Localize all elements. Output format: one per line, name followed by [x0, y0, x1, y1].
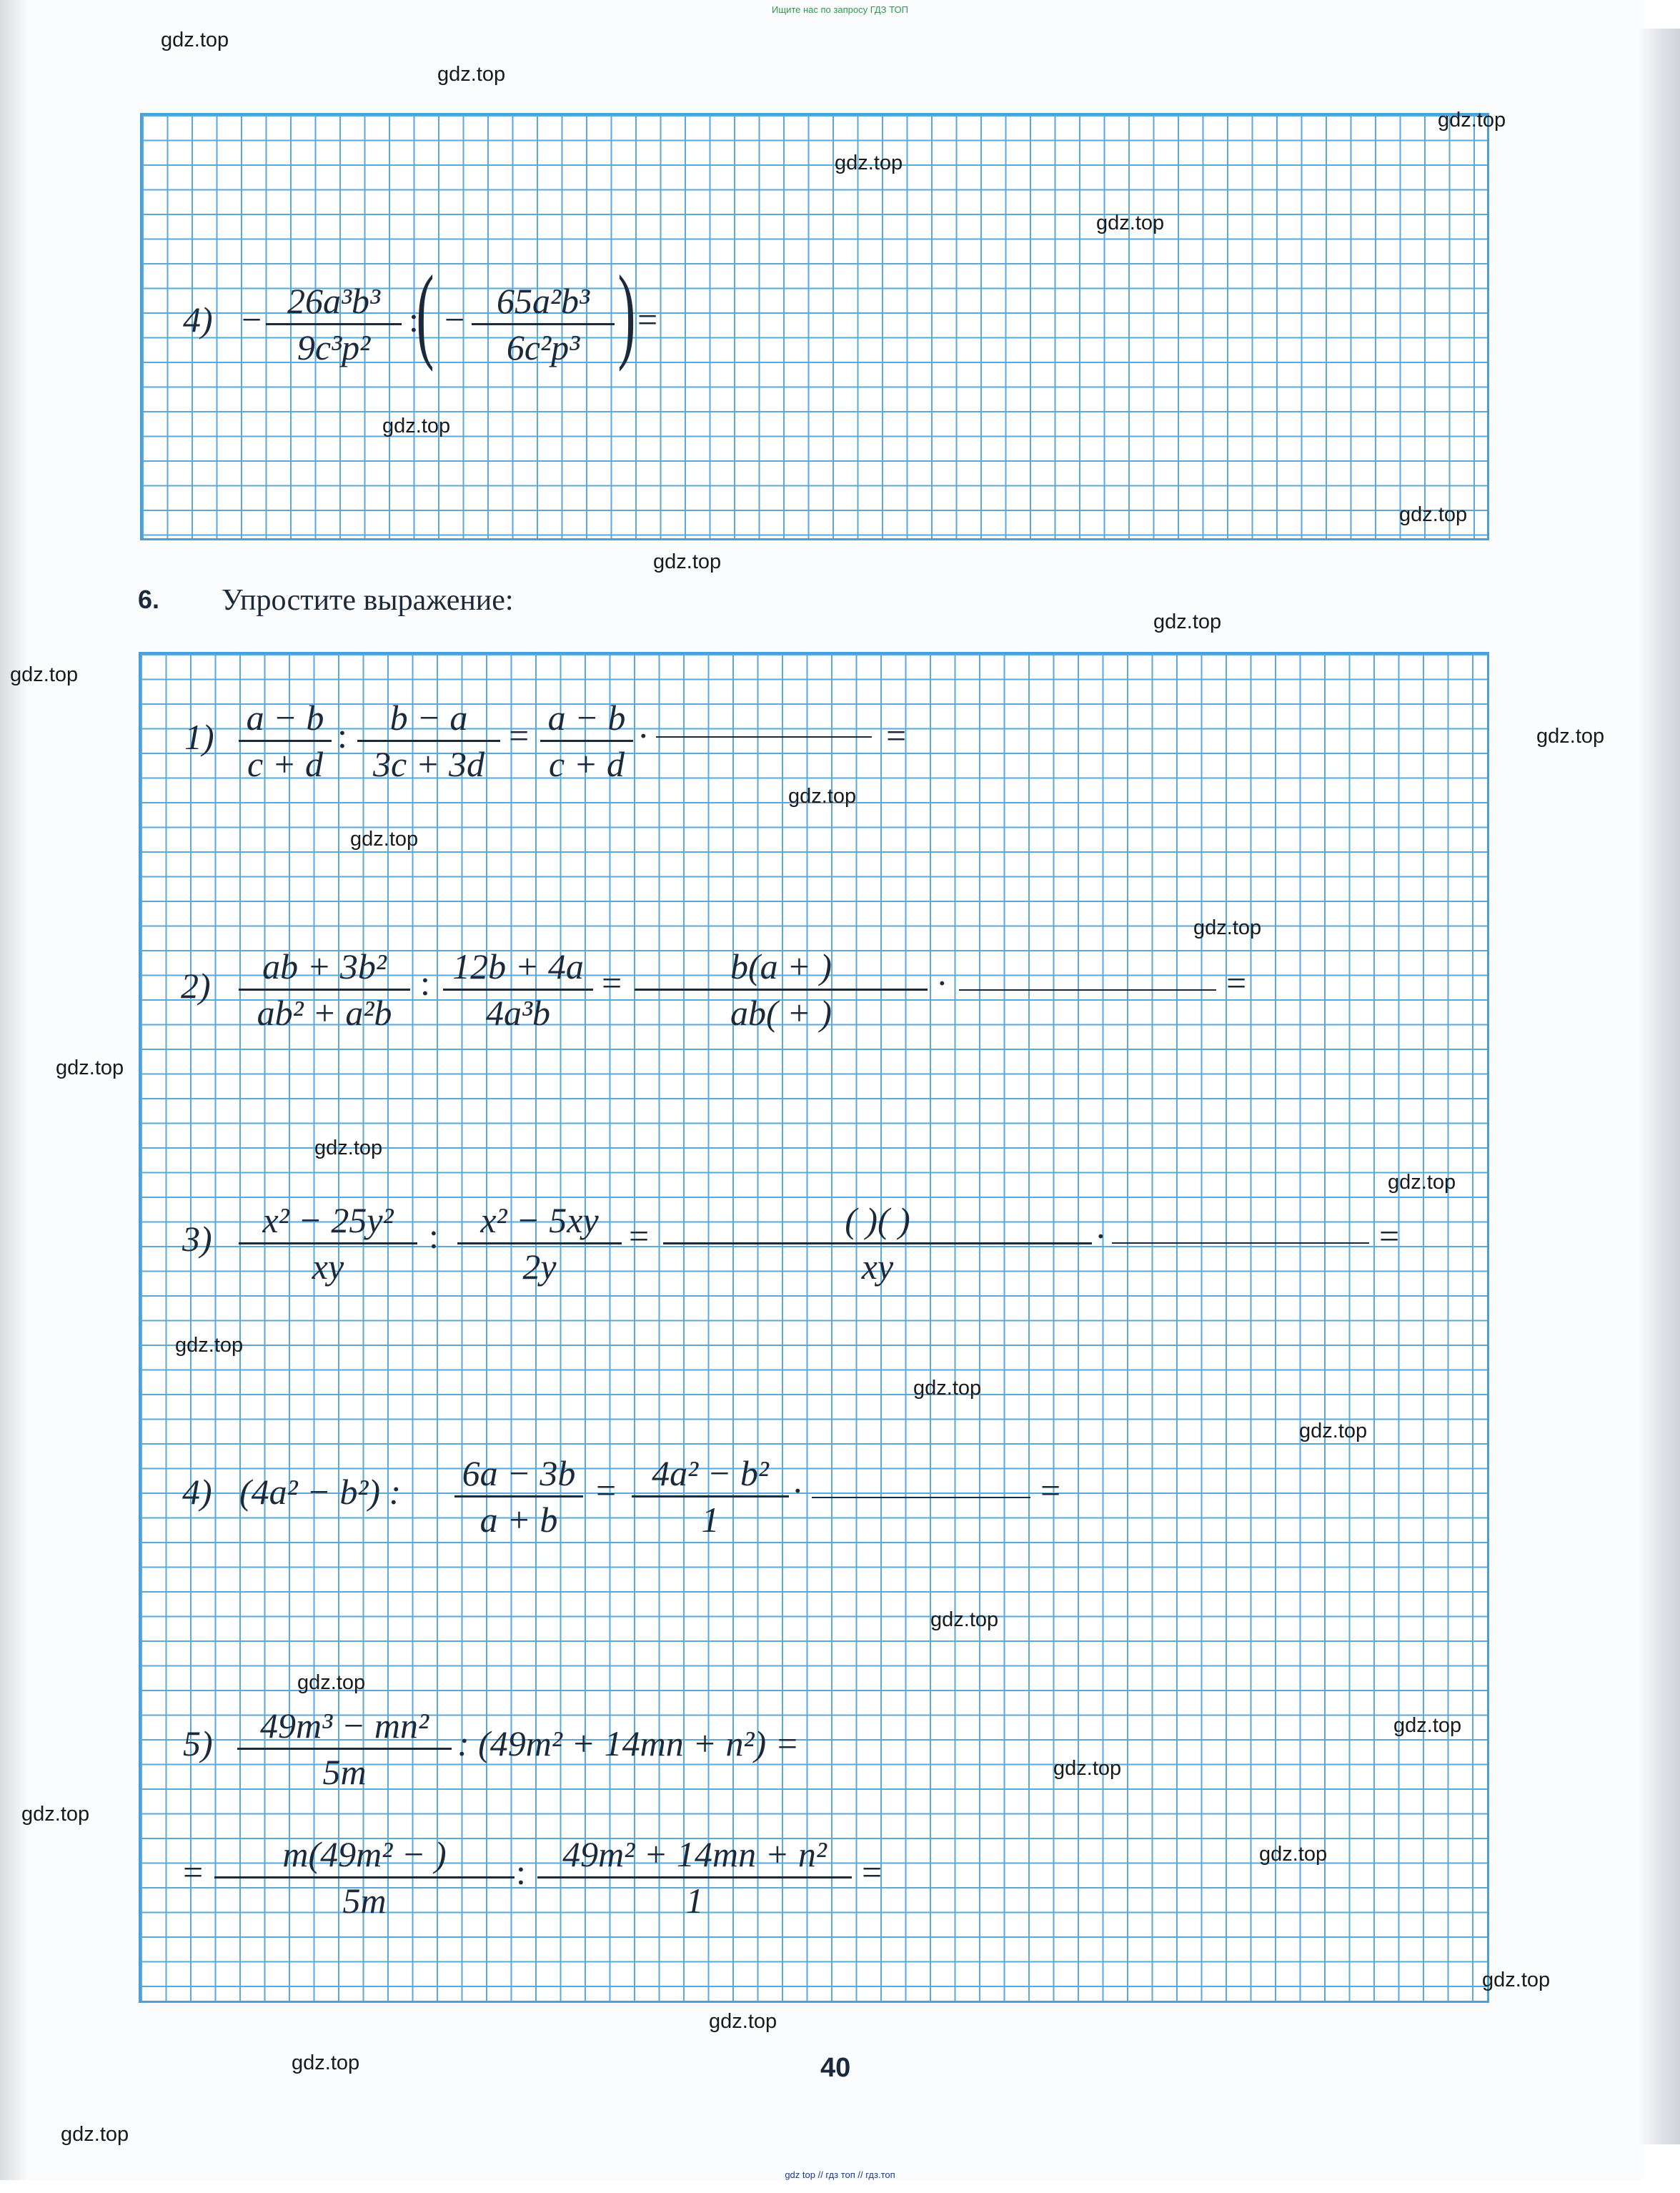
- denominator: c + d: [247, 744, 323, 784]
- fraction-bar: [635, 989, 928, 991]
- numerator: 26a³b³: [287, 281, 380, 321]
- denominator: xy: [861, 1247, 894, 1287]
- dot: ·: [637, 716, 650, 756]
- colon: :: [429, 1216, 439, 1256]
- task-instruction: Упростите выражение:: [222, 584, 514, 617]
- lhs-expression: (4a² − b²) :: [239, 1472, 402, 1512]
- fraction-2: [357, 697, 500, 785]
- watermark: gdz.top: [161, 29, 229, 51]
- fraction-bar: [443, 989, 593, 991]
- page-number: 40: [820, 2053, 851, 2083]
- fraction-bar: [237, 1748, 452, 1750]
- fraction-bar: [239, 989, 410, 991]
- watermark: gdz.top: [1388, 1171, 1456, 1194]
- colon: :: [409, 300, 419, 340]
- watermark: gdz.top: [437, 63, 506, 86]
- numerator: a − b: [246, 698, 324, 738]
- colon: :: [337, 716, 347, 756]
- numerator: ab + 3b²: [262, 946, 387, 986]
- watermark: gdz.top: [788, 785, 857, 808]
- watermark: gdz.top: [930, 1608, 999, 1631]
- answer-blank[interactable]: [812, 1497, 1030, 1498]
- task-number: 6.: [138, 585, 160, 614]
- watermark: gdz.top: [1299, 1420, 1368, 1442]
- fraction-bar: [537, 1876, 852, 1878]
- watermark: gdz.top: [175, 1334, 244, 1357]
- fraction-3: [214, 1833, 515, 1921]
- denominator: 1: [701, 1500, 720, 1540]
- minus-sign: −: [242, 300, 262, 340]
- fraction-1: [266, 280, 402, 368]
- numerator: 49m³ − mn²: [260, 1706, 429, 1746]
- fraction-3: [635, 946, 928, 1034]
- equals-sign: =: [602, 963, 622, 1003]
- left-paren: (: [416, 254, 434, 372]
- denominator: 3c + 3d: [373, 744, 484, 784]
- item-label: 5): [183, 1723, 213, 1763]
- numerator: x² − 25y²: [262, 1200, 394, 1240]
- watermark: gdz.top: [1482, 1969, 1551, 1991]
- watermark: gdz.top: [1193, 916, 1262, 939]
- equals-sign: =: [637, 300, 658, 340]
- answer-blank[interactable]: [656, 736, 872, 738]
- denominator: ab( + ): [730, 993, 832, 1033]
- watermark: gdz.top: [709, 2010, 777, 2033]
- watermark: gdz.top: [913, 1377, 982, 1400]
- item-label: 1): [184, 717, 214, 757]
- dot: ·: [792, 1470, 804, 1510]
- item-label: 2): [181, 966, 211, 1006]
- equals-sign: =: [183, 1852, 204, 1892]
- denominator: ab² + a²b: [257, 993, 392, 1033]
- watermark: gdz.top: [314, 1137, 383, 1159]
- fraction-1: [237, 1705, 452, 1793]
- numerator: 12b + 4a: [452, 946, 584, 986]
- fraction-bar: [472, 323, 615, 325]
- equals-sign-2: =: [1226, 963, 1247, 1003]
- denominator: 6c²p³: [506, 327, 580, 367]
- item-label: 4): [183, 300, 213, 340]
- numerator: 4a² − b²: [652, 1453, 769, 1493]
- fraction-bar: [266, 323, 402, 325]
- fraction-1: [239, 1199, 417, 1287]
- fraction-bar: [239, 1242, 417, 1244]
- fraction-bar: [540, 740, 633, 742]
- watermark: gdz.top: [56, 1056, 124, 1079]
- header-note: Ищите нас по запросу ГДЗ ТОП: [772, 4, 908, 15]
- fraction-3: [540, 697, 633, 785]
- fraction-4: [537, 1833, 852, 1921]
- equals-sign-2: =: [862, 1852, 883, 1892]
- fraction-2: [443, 946, 593, 1034]
- fraction-2: [472, 280, 615, 368]
- watermark: gdz.top: [350, 828, 419, 851]
- item-label: 4): [182, 1472, 212, 1512]
- numerator: 6a − 3b: [462, 1453, 576, 1493]
- rest-expression: : (49m² + 14mn + n²) =: [457, 1723, 800, 1763]
- answer-grid-main[interactable]: [139, 652, 1489, 2003]
- equals-sign: =: [629, 1216, 650, 1256]
- denominator: c + d: [549, 744, 625, 784]
- watermark: gdz.top: [1096, 212, 1165, 234]
- numerator: b − a: [389, 698, 468, 738]
- watermark: gdz.top: [1259, 1843, 1328, 1866]
- answer-blank[interactable]: [1112, 1242, 1369, 1244]
- fraction-3: [632, 1452, 789, 1540]
- fraction-bar: [357, 740, 500, 742]
- item-label: 3): [182, 1219, 212, 1259]
- denominator: a + b: [479, 1500, 558, 1540]
- dot: ·: [1095, 1216, 1107, 1256]
- watermark: gdz.top: [1399, 503, 1468, 526]
- colon: :: [420, 963, 430, 1003]
- watermark: gdz.top: [297, 1671, 366, 1694]
- numerator: 49m² + 14mn + n²: [562, 1834, 827, 1874]
- denominator: 5m: [322, 1752, 367, 1792]
- watermark: gdz.top: [1438, 109, 1506, 132]
- dot: ·: [936, 963, 948, 1003]
- watermark: gdz.top: [61, 2123, 129, 2146]
- page-edge-shadow: [1637, 29, 1680, 2144]
- fraction-bar: [454, 1495, 583, 1498]
- colon: :: [516, 1852, 526, 1892]
- equals-sign: =: [509, 716, 530, 756]
- right-paren: ): [617, 254, 636, 372]
- equals-sign-2: =: [1040, 1470, 1061, 1510]
- numerator: m(49m² − ): [282, 1834, 447, 1874]
- numerator: x² − 5xy: [480, 1200, 599, 1240]
- fraction-bar: [214, 1876, 515, 1878]
- fraction-1: [239, 697, 332, 785]
- numerator: 65a²b³: [497, 281, 590, 321]
- denominator: 2y: [522, 1247, 557, 1287]
- page-binding-shadow: [0, 0, 29, 2180]
- equals-sign-2: =: [886, 716, 907, 756]
- fraction-bar: [239, 740, 332, 742]
- numerator: a − b: [547, 698, 626, 738]
- denominator: 9c³p²: [297, 327, 371, 367]
- answer-blank[interactable]: [959, 989, 1216, 991]
- denominator: 5m: [342, 1881, 387, 1921]
- watermark: gdz.top: [1053, 1757, 1122, 1780]
- watermark: gdz.top: [835, 152, 903, 174]
- watermark: gdz.top: [382, 415, 451, 437]
- numerator: ( )( ): [845, 1200, 910, 1240]
- fraction-2: [454, 1452, 583, 1540]
- watermark: gdz.top: [1393, 1714, 1462, 1737]
- watermark: gdz.top: [10, 663, 79, 686]
- denominator: xy: [312, 1247, 344, 1287]
- denominator: 4a³b: [486, 993, 550, 1033]
- fraction-2: [457, 1199, 622, 1287]
- equals-sign-2: =: [1379, 1216, 1400, 1256]
- watermark: gdz.top: [292, 2051, 360, 2074]
- fraction-bar: [663, 1242, 1092, 1244]
- watermark: gdz.top: [653, 550, 722, 573]
- fraction-3: [663, 1199, 1092, 1287]
- fraction-bar: [457, 1242, 622, 1244]
- watermark: gdz.top: [1153, 610, 1222, 633]
- numerator: b(a + ): [730, 946, 832, 986]
- equals-sign: =: [596, 1470, 617, 1510]
- fraction-bar: [632, 1495, 789, 1498]
- watermark: gdz.top: [1536, 725, 1605, 748]
- footer-note: gdz top // гдз топ // гдз.топ: [785, 2169, 895, 2180]
- minus-sign-2: −: [444, 300, 465, 340]
- fraction-1: [239, 946, 410, 1034]
- denominator: 1: [685, 1881, 704, 1921]
- watermark: gdz.top: [21, 1803, 90, 1826]
